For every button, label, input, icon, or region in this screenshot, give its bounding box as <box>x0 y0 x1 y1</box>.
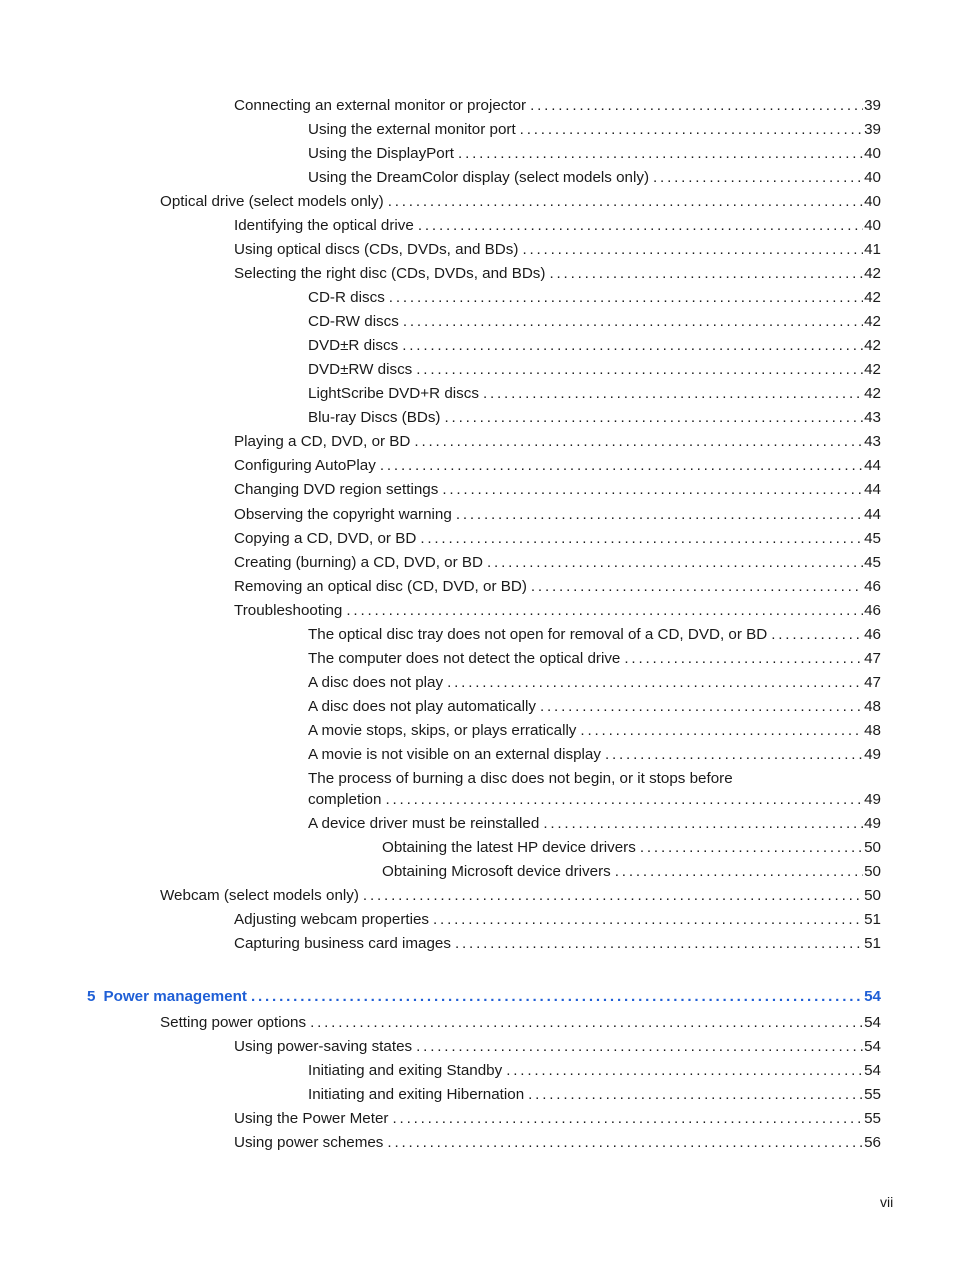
dot-leader <box>342 601 863 621</box>
toc-entry-page: 50 <box>864 863 881 880</box>
toc-entry[interactable] <box>308 721 881 741</box>
toc-entry[interactable] <box>234 456 881 476</box>
toc-entry-page: 54 <box>864 1038 881 1055</box>
toc-entry-page: 40 <box>864 217 881 234</box>
toc-entry-title: The optical disc tray does not open for removal of a CD, DVD, or BD <box>308 626 768 643</box>
dot-leader <box>306 1013 863 1033</box>
toc-entry-title: A disc does not play <box>308 674 444 691</box>
toc-entry-page: 46 <box>864 578 881 595</box>
toc-entry-page: 54 <box>864 1014 881 1031</box>
toc-entry-title: Connecting an external monitor or projector <box>234 97 527 114</box>
toc-entry-page: 51 <box>864 911 881 928</box>
toc-entry[interactable] <box>234 553 881 573</box>
toc-entry-page: 47 <box>864 674 881 691</box>
toc-entry[interactable] <box>308 1085 881 1105</box>
toc-entry[interactable] <box>160 192 881 212</box>
toc-entry-page: 55 <box>864 1086 881 1103</box>
toc-entry-page: 40 <box>864 193 881 210</box>
toc-entry-title-wrap[interactable]: The process of burning a disc does not begin, or it stops before <box>308 770 733 787</box>
toc-entry-page: 47 <box>864 650 881 667</box>
toc-entry-page: 42 <box>864 337 881 354</box>
toc-entry-page: 49 <box>864 815 881 832</box>
dot-leader <box>539 814 863 834</box>
chapter-title: Power management <box>103 988 247 1005</box>
toc-entry[interactable] <box>234 577 881 597</box>
dot-leader <box>516 120 863 140</box>
toc-entry-page: 39 <box>864 97 881 114</box>
toc-entry-title: Obtaining Microsoft device drivers <box>382 863 611 880</box>
dot-leader <box>383 1133 863 1153</box>
dot-leader <box>438 480 863 500</box>
dot-leader <box>376 456 863 476</box>
dot-leader <box>443 673 863 693</box>
toc-entry-title: Using optical discs (CDs, DVDs, and BDs) <box>234 241 519 258</box>
toc-entry-page: 54 <box>864 1062 881 1079</box>
toc-entry[interactable] <box>308 120 881 140</box>
dot-leader <box>399 312 863 332</box>
chapter-page: 54 <box>864 988 881 1005</box>
toc-entry-page: 43 <box>864 409 881 426</box>
toc-entry-title: Observing the copyright warning <box>234 506 452 523</box>
toc-entry[interactable] <box>234 529 881 549</box>
toc-entry-title: Obtaining the latest HP device drivers <box>382 839 636 856</box>
dot-leader <box>527 577 863 597</box>
toc-entry-title: Removing an optical disc (CD, DVD, or BD) <box>234 578 527 595</box>
chapter-number: 5 <box>87 988 96 1005</box>
toc-entry[interactable] <box>234 264 881 284</box>
toc-entry-title: Changing DVD region settings <box>234 481 439 498</box>
toc-entry[interactable] <box>308 168 881 188</box>
dot-leader <box>536 697 863 717</box>
toc-entry-title: A movie is not visible on an external display <box>308 746 601 763</box>
dot-leader <box>620 649 863 669</box>
toc-entry[interactable] <box>234 505 881 525</box>
toc-entry-page: 42 <box>864 313 881 330</box>
toc-entry-title: Using power schemes <box>234 1134 384 1151</box>
toc-entry[interactable] <box>234 601 881 621</box>
toc-entry-page: 41 <box>864 241 881 258</box>
toc-entry-title: DVD±R discs <box>308 337 399 354</box>
toc-entry-page: 44 <box>864 506 881 523</box>
toc-entry-page: 48 <box>864 722 881 739</box>
dot-leader <box>483 553 863 573</box>
toc-entry-page: 42 <box>864 289 881 306</box>
dot-leader <box>381 790 863 810</box>
toc-entry[interactable] <box>308 408 881 428</box>
toc-entry-title: Using the external monitor port <box>308 121 516 138</box>
toc-entry-title: Configuring AutoPlay <box>234 457 376 474</box>
toc-entry-title: Webcam (select models only) <box>160 887 359 904</box>
dot-leader <box>479 384 863 404</box>
toc-entry-page: 42 <box>864 385 881 402</box>
toc-entry-title: completion <box>308 791 382 808</box>
toc-entry-page: 50 <box>864 839 881 856</box>
page-number: vii <box>880 1194 894 1210</box>
toc-entry[interactable] <box>308 649 881 669</box>
dot-leader <box>412 360 863 380</box>
toc-entry[interactable] <box>160 886 881 906</box>
toc-entry-title: Capturing business card images <box>234 935 451 952</box>
toc-entry-title: Initiating and exiting Hibernation <box>308 1086 525 1103</box>
toc-entry-page: 51 <box>864 935 881 952</box>
toc-entry-page: 46 <box>864 602 881 619</box>
toc-entry-title: Troubleshooting <box>234 602 343 619</box>
toc-entry-title: A movie stops, skips, or plays erratically <box>308 722 577 739</box>
toc-entry-page: 39 <box>864 121 881 138</box>
toc-entry[interactable] <box>234 934 881 954</box>
toc-entry-title: Initiating and exiting Standby <box>308 1062 503 1079</box>
dot-leader <box>454 144 863 164</box>
toc-entry-page: 55 <box>864 1110 881 1127</box>
dot-leader <box>636 838 863 858</box>
toc-entry[interactable] <box>308 745 881 765</box>
dot-leader <box>502 1061 863 1081</box>
dot-leader <box>410 432 863 452</box>
toc-entry-title: Setting power options <box>160 1014 307 1031</box>
toc-entry-page: 46 <box>864 626 881 643</box>
toc-entry-title: CD-RW discs <box>308 313 399 330</box>
dot-leader <box>526 96 863 116</box>
toc-entry-page: 45 <box>864 554 881 571</box>
dot-leader <box>767 625 863 645</box>
toc-entry[interactable] <box>234 480 881 500</box>
toc-entry-page: 42 <box>864 265 881 282</box>
toc-entry[interactable] <box>234 1109 881 1129</box>
toc-entry[interactable] <box>234 240 881 260</box>
toc-entry[interactable] <box>382 838 881 858</box>
toc-entry[interactable] <box>308 790 881 810</box>
toc-chapter-heading[interactable] <box>87 987 881 1007</box>
toc-entry-title: Selecting the right disc (CDs, DVDs, and BDs) <box>234 265 546 282</box>
dot-leader <box>518 240 863 260</box>
toc-entry[interactable] <box>308 625 881 645</box>
toc-entry[interactable] <box>308 312 881 332</box>
toc-entry[interactable] <box>234 96 881 116</box>
dot-leader <box>412 1037 863 1057</box>
toc-entry[interactable] <box>308 384 881 404</box>
toc-entry-title: A device driver must be reinstalled <box>308 815 540 832</box>
dot-leader <box>429 910 863 930</box>
toc-entry[interactable] <box>308 360 881 380</box>
toc-entry-title: Creating (burning) a CD, DVD, or BD <box>234 554 483 571</box>
toc-entry-title: Playing a CD, DVD, or BD <box>234 433 411 450</box>
toc-entry[interactable] <box>234 1133 881 1153</box>
toc-entry-title: Using power-saving states <box>234 1038 413 1055</box>
toc-entry[interactable] <box>234 910 881 930</box>
toc-entry-title: The computer does not detect the optical drive <box>308 650 621 667</box>
toc-entry-page: 43 <box>864 433 881 450</box>
dot-leader <box>416 529 863 549</box>
toc-entry-page: 49 <box>864 791 881 808</box>
toc-entry[interactable] <box>308 673 881 693</box>
toc-entry-title: A disc does not play automatically <box>308 698 536 715</box>
toc-entry-title: Adjusting webcam properties <box>234 911 430 928</box>
toc-entry-page: 44 <box>864 481 881 498</box>
toc-entry-title: DVD±RW discs <box>308 361 413 378</box>
dot-leader <box>414 216 863 236</box>
dot-leader <box>576 721 863 741</box>
toc-entry-page: 44 <box>864 457 881 474</box>
toc-entry[interactable] <box>308 814 881 834</box>
toc-entry-title: LightScribe DVD+R discs <box>308 385 479 402</box>
toc-entry[interactable] <box>234 432 881 452</box>
toc-entry-title: Optical drive (select models only) <box>160 193 384 210</box>
toc-entry[interactable] <box>234 1037 881 1057</box>
dot-leader <box>611 862 863 882</box>
toc-entry[interactable] <box>308 144 881 164</box>
dot-leader <box>384 192 863 212</box>
dot-leader <box>452 505 863 525</box>
toc-entry[interactable] <box>308 288 881 308</box>
dot-leader <box>385 288 863 308</box>
toc-entry[interactable] <box>308 1061 881 1081</box>
toc-entry[interactable] <box>308 697 881 717</box>
dot-leader <box>451 934 863 954</box>
toc-entry-title: Using the Power Meter <box>234 1110 389 1127</box>
dot-leader <box>398 336 863 356</box>
toc-entry-page: 50 <box>864 887 881 904</box>
toc-entry-title: Copying a CD, DVD, or BD <box>234 530 417 547</box>
toc-entry-page: 49 <box>864 746 881 763</box>
dot-leader <box>440 408 863 428</box>
dot-leader <box>359 886 863 906</box>
dot-leader <box>524 1085 863 1105</box>
toc-entry[interactable] <box>160 1013 881 1033</box>
toc-entry-page: 45 <box>864 530 881 547</box>
toc-entry-page: 40 <box>864 145 881 162</box>
toc-entry-page: 42 <box>864 361 881 378</box>
dot-leader <box>601 745 863 765</box>
toc-entry-page: 40 <box>864 169 881 186</box>
dot-leader <box>388 1109 863 1129</box>
toc-entry[interactable] <box>234 216 881 236</box>
toc-entry-title: Using the DreamColor display (select models only) <box>308 169 650 186</box>
toc-entry-page: 48 <box>864 698 881 715</box>
toc-entry-title: Blu-ray Discs (BDs) <box>308 409 441 426</box>
dot-leader <box>247 987 863 1007</box>
toc-entry-page: 56 <box>864 1134 881 1151</box>
toc-entry-title: Using the DisplayPort <box>308 145 455 162</box>
toc-entry[interactable] <box>382 862 881 882</box>
toc-entry-title: Identifying the optical drive <box>234 217 414 234</box>
toc-entry[interactable] <box>308 336 881 356</box>
toc-entry-title: CD-R discs <box>308 289 385 306</box>
dot-leader <box>649 168 863 188</box>
dot-leader <box>545 264 863 284</box>
